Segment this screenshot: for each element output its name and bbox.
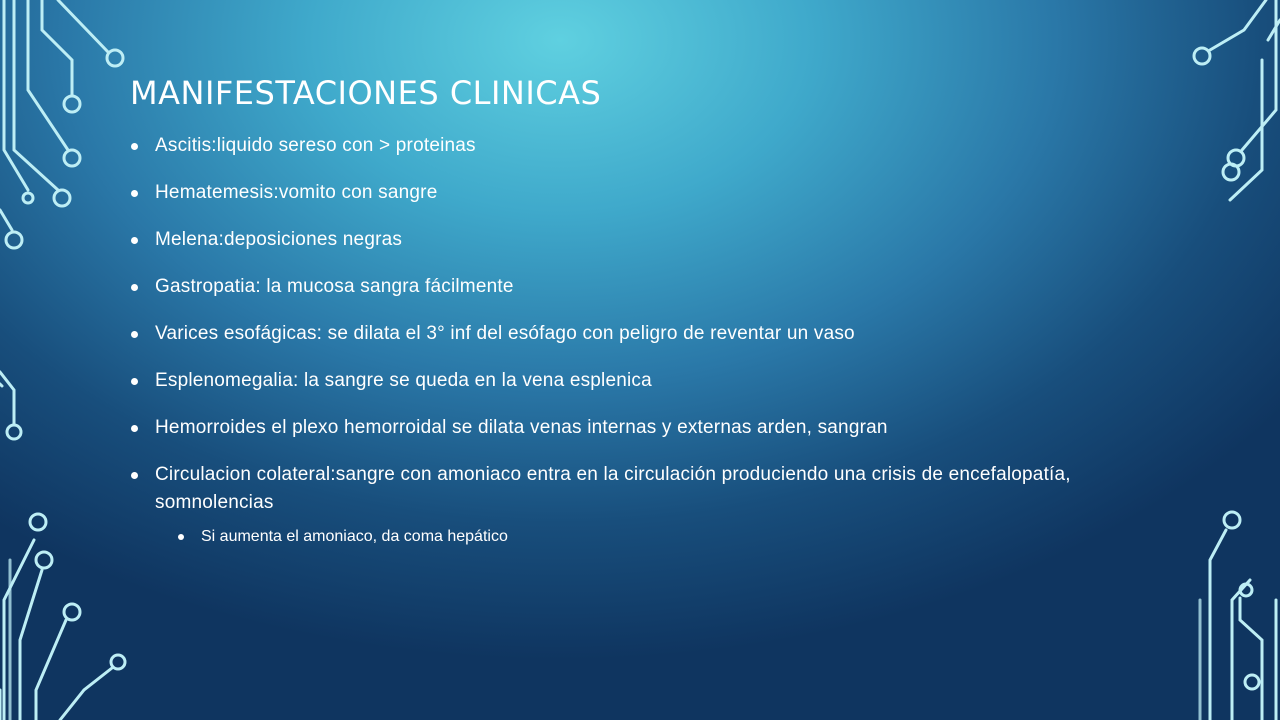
bullet-item-melena — [130, 226, 1140, 254]
bullet-icon — [178, 534, 184, 540]
bullet-item-gastropatia — [130, 273, 1140, 301]
bullet-icon — [131, 190, 138, 197]
bullet-icon — [131, 143, 138, 150]
slide-title: MANIFESTACIONES CLINICAS — [130, 74, 602, 112]
bullet-text: Esplenomegalia: la sangre se queda en la vena esplenica — [155, 370, 652, 391]
bullet-icon — [131, 425, 138, 432]
bullet-icon — [131, 472, 138, 479]
bullet-item-hemorroides — [130, 414, 1140, 442]
bullet-list — [130, 132, 1140, 549]
circuit-top-left — [0, 0, 123, 248]
bullet-icon — [131, 378, 138, 385]
bullet-text: Varices esofágicas: se dilata el 3° inf del esófago con peligro de reventar un vaso — [155, 323, 855, 344]
bullet-text: Melena:deposiciones negras — [155, 229, 403, 250]
bullet-item-hematemesis — [130, 179, 1140, 207]
circuit-bottom-right — [1200, 512, 1276, 720]
bullet-text: Hemorroides el plexo hemorroidal se dilata venas internas y externas arden, sangran — [155, 417, 888, 438]
bullet-item-ascitis — [130, 132, 1140, 160]
sub-bullet-item-amoniaco — [177, 525, 1140, 549]
bullet-text: Hematemesis:vomito con sangre — [155, 182, 438, 203]
sub-bullet-text: Si aumenta el amoniaco, da coma hepático — [201, 528, 508, 545]
bullet-item-circulacion — [130, 461, 1140, 517]
bullet-icon — [131, 331, 138, 338]
bullet-text: Gastropatia: la mucosa sangra fácilmente — [155, 276, 514, 297]
bullet-text: Ascitis:liquido sereso con > proteinas — [155, 135, 476, 156]
circuit-left-middle — [0, 372, 21, 439]
bullet-item-varices — [130, 320, 1140, 348]
bullet-icon — [131, 237, 138, 244]
bullet-icon — [131, 284, 138, 291]
bullet-item-esplenomegalia — [130, 367, 1140, 395]
circuit-bottom-left — [0, 514, 125, 720]
circuit-top-right — [1194, 0, 1280, 200]
bullet-text: Circulacion colateral:sangre con amoniaco entra en la circulación produciendo una crisis de encefalopatía, somnolencias — [155, 464, 1071, 513]
